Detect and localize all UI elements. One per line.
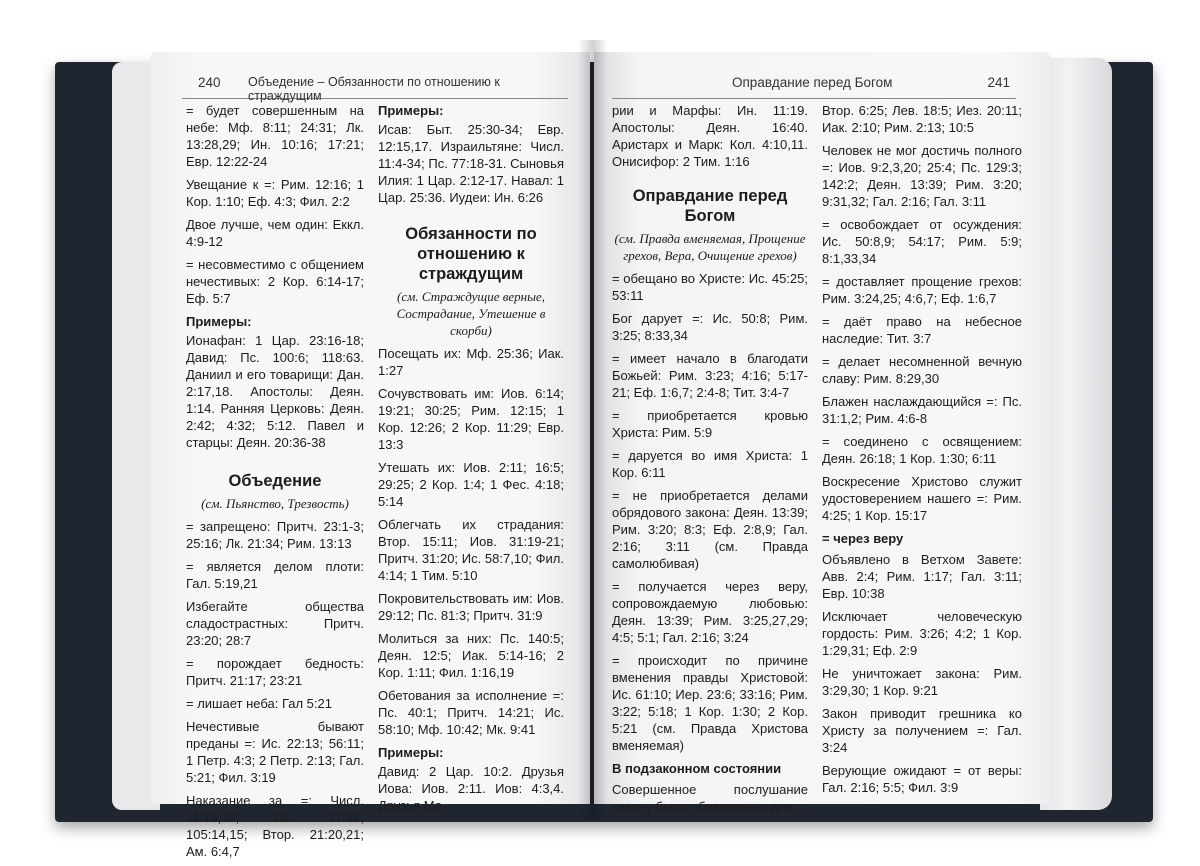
entry: Блажен наслаждающийся =: Пс. 31:1,2; Рим. 4:6-8: [822, 394, 1022, 426]
entry: = доставляет прощение грехов: Рим. 3:24,25; 4:6,7; Еф. 1:6,7: [822, 274, 1022, 306]
right-column-2: [822, 102, 1022, 802]
right-page-header: [612, 72, 1016, 99]
section-see-also: (см. Правда вменяемая, Прощение грехов, Вера, Очищение грехов): [614, 231, 806, 263]
entry: = соединено с освящением: Деян. 26:18; 1 Кор. 1:30; 6:11: [822, 434, 1022, 466]
entry: Верующие ожидают = от веры: Гал. 2:16; 5:5; Фил. 3:9: [822, 763, 1022, 795]
entry: Наказание за =: Числ. 11:18,33; Пс. 77:31; 105:14,15; Втор. 21:20,21; Ам. 6:4,7: [186, 793, 364, 859]
entry: = обещано во Христе: Ис. 45:25; 53:11: [612, 271, 808, 303]
entry: = даруется во имя Христа: 1 Кор. 6:11: [612, 448, 808, 480]
entry: = является делом плоти: Гал. 5:19,21: [186, 559, 364, 591]
entry: Воскресение Христово служит удостоверением нашего =: Рим. 4:25; 1 Кор. 15:17: [822, 474, 1022, 523]
book-gutter-shadow: [578, 40, 608, 820]
entry: = несовместимо с общением нечестивых: 2 Кор. 6:14-17; Еф. 5:7: [186, 257, 364, 306]
subsection-heading: В подзаконном состоянии: [612, 761, 782, 776]
section-title: Обязанности по отношению к страждущим: [405, 225, 537, 283]
page-number: 241: [987, 75, 1010, 90]
entry: = приобретается кровью Христа: Рим. 5:9: [612, 408, 808, 440]
right-column-1: [612, 102, 808, 821]
entry: Увещание к =: Рим. 12:16; 1 Кор. 1:10; Еф. 4:3; Фил. 2:2: [186, 177, 364, 209]
entry: = освобождает от осуждения: Ис. 50:8,9; 54:17; Рим. 5:9; 8:1,33,34: [822, 217, 1022, 266]
page-number: 240: [198, 75, 221, 90]
section-title: Объедение: [228, 472, 322, 490]
left-page: [150, 52, 590, 859]
entry: Сочувствовать им: Иов. 6:14; 19:21; 30:25; Рим. 12:15; 1 Кор. 12:26; 2 Кор. 11:29; Евр. 13:3: [378, 386, 564, 452]
entry: = имеет начало в благодати Божьей: Рим. 3:23; 4:16; 5:17-21; Еф. 1:6,7; 2:4-8; Тит. 3:4-7: [612, 351, 808, 400]
entry: = будет совершенным на небе: Мф. 8:11; 24:31; Лк. 13:28,29; Ин. 10:16; 17:21; Евр. 12:22-24: [186, 103, 364, 169]
page-edges-right: [1040, 58, 1112, 810]
examples-heading: Примеры:: [378, 745, 444, 760]
examples-text: Давид: 2 Цар. 10:2. Друзья Иова: Иов. 2:11. Иов: 4:3,4. Друзья Ма-: [378, 764, 564, 813]
examples-heading: Примеры:: [378, 103, 444, 118]
left-column-2: [378, 102, 564, 820]
entry: Втор. 6:25; Лев. 18:5; Иез. 20:11; Иак. 2:10; Рим. 2:13; 10:5: [822, 103, 1022, 135]
examples-text: Исав: Быт. 25:30-34; Евр. 12:15,17. Израильтяне: Числ. 11:4-34; Пс. 77:18-31. Сыновья Илия: 1 Цар. 2:12-17. Навал: 1 Цар. 25:36. Иудеи: Ин. 6:26: [378, 122, 564, 205]
subsection-heading: = через веру: [822, 531, 904, 546]
entry: = происходит по причине вменения правды Христовой: Ис. 61:10; Иер. 23:6; 33:16; Рим. 3:22; 5:18; 1 Кор. 1:30; 2 Кор. 5:21 (см. Правда Христова вменяемая): [612, 653, 808, 753]
entry: Двое лучше, чем один: Еккл. 4:9-12: [186, 217, 364, 249]
examples-text: Ионафан: 1 Цар. 23:16-18; Давид: Пс. 100:6; 118:63. Даниил и его товарищи: Дан. 2:17,18. Апостолы: Деян. 1:14. Ранняя Церковь: Деян. 2:42; 4:32; 5:12. Павел и старцы: Деян. 20:36-38: [186, 333, 364, 450]
section-title: Оправдание перед Богом: [632, 187, 788, 225]
right-page: [594, 52, 1050, 814]
entry: = даёт право на небесное наследие: Тит. 3:7: [822, 314, 1022, 346]
entry: Нечестивые бывают преданы =: Ис. 22:13; 56:11; 1 Петр. 4:3; 2 Петр. 2:13; Гал. 5:21; Фил. 3:19: [186, 719, 364, 785]
entry: Закон приводит грешника ко Христу за получением =: Гал. 3:24: [822, 706, 1022, 755]
entry: рии и Марфы: Ин. 11:19. Апостолы: Деян. 16:40. Аристарх и Марк: Кол. 4:10,11. Онисифор: 2 Тим. 1:16: [612, 103, 808, 169]
section-see-also: (см. Пьянство, Трезвость): [201, 496, 349, 511]
entry: Посещать их: Мф. 25:36; Иак. 1:27: [378, 346, 564, 378]
entry: Бог дарует =: Ис. 50:8; Рим. 3:25; 8:33,34: [612, 311, 808, 343]
entry: = порождает бедность: Притч. 21:17; 23:21: [186, 656, 364, 688]
running-head: Оправдание перед Богом: [732, 75, 893, 90]
entry: Облегчать их страдания: Втор. 15:11; Иов. 31:19-21; Притч. 31:20; Ис. 58:7,10; Фил. 4:14; 1 Тим. 5:10: [378, 517, 564, 583]
entry: = делает несомненной вечную славу: Рим. 8:29,30: [822, 354, 1022, 386]
entry: Обетования за исполнение =: Пс. 40:1; Притч. 14:21; Ис. 58:10; Мф. 10:42; Мк. 9:41: [378, 688, 564, 737]
entry: = запрещено: Притч. 23:1-3; 25:16; Лк. 21:34; Рим. 13:13: [186, 519, 364, 551]
entry: Молиться за них: Пс. 140:5; Деян. 12:5; Иак. 5:14-16; 2 Кор. 1:11; Фил. 1:16,19: [378, 631, 564, 680]
running-head: Объедение – Обязанности по отношению к страждущим: [248, 75, 500, 103]
section-see-also: (см. Страждущие верные, Сострадание, Утешение в скорби): [396, 289, 546, 338]
entry: = получается через веру, сопровождаемую любовью: Деян. 13:39; Рим. 3:25,27,29; 4:5; 5:1; Гал. 2:16; 3:24: [612, 579, 808, 645]
entry: Не уничтожает закона: Рим. 3:29,30; 1 Кор. 9:21: [822, 666, 1022, 698]
entry: Утешать их: Иов. 2:11; 16:5; 29:25; 2 Кор. 1:4; 1 Фес. 4:18; 5:14: [378, 460, 564, 509]
entry: Исключает человеческую гордость: Рим. 3:26; 4:2; 1 Кор. 1:29,31; Еф. 2:9: [822, 609, 1022, 658]
entry: Совершенное послушание закону было обязательно для =:: [612, 782, 808, 814]
entry: Объявлено в Ветхом Завете: Авв. 2:4; Рим. 1:17; Гал. 3:11; Евр. 10:38: [822, 552, 1022, 601]
entry: = не приобретается делами обрядового закона: Деян. 13:39; Рим. 3:20; 8:3; Еф. 2:8,9; Гал. 2:16; 3:11 (см. Правда самолюбивая): [612, 488, 808, 571]
entry: Человек не мог достичь полного =: Иов. 9:2,3,20; 25:4; Пс. 129:3; 142:2; Деян. 13:39; Рим. 3:20; 9:31,32; Гал. 2:16; Гал. 3:11: [822, 143, 1022, 209]
left-column-1: [186, 102, 364, 866]
examples-heading: Примеры:: [186, 314, 252, 329]
entry: Избегайте общества сладострастных: Притч. 23:20; 28:7: [186, 599, 364, 648]
entry: Покровительствовать им: Иов. 29:12; Пс. 81:3; Притч. 31:9: [378, 591, 564, 623]
entry: = лишает неба: Гал 5:21: [186, 696, 332, 711]
left-page-header: [182, 72, 568, 103]
